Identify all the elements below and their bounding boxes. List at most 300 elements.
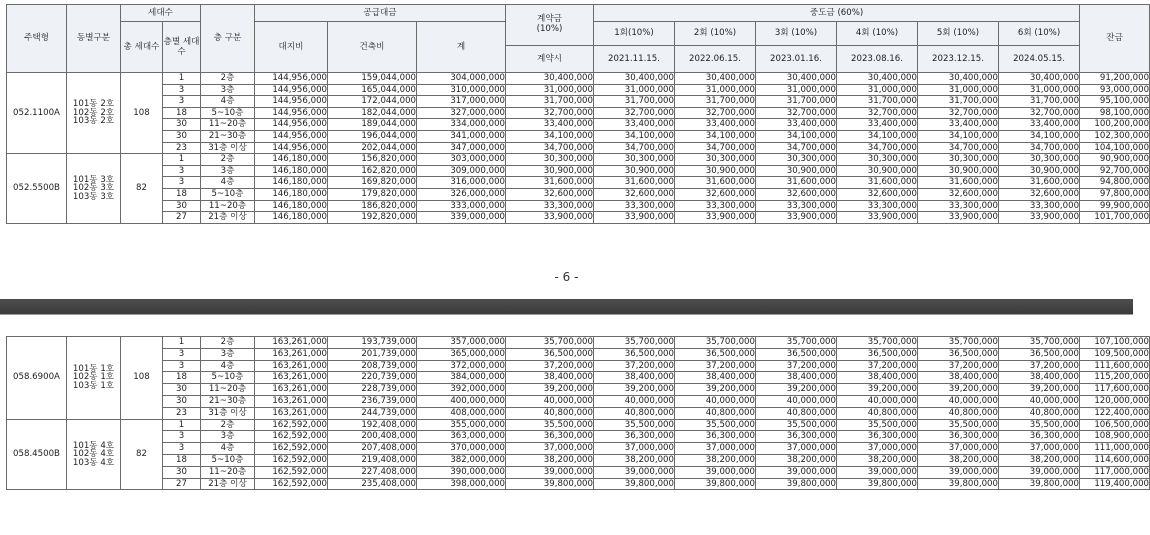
middle-payment-4-cell: 39,200,000 bbox=[837, 384, 918, 396]
middle-payment-2-cell: 30,300,000 bbox=[675, 154, 756, 166]
total-price-cell: 382,000,000 bbox=[417, 454, 506, 466]
middle-payment-5-cell: 33,400,000 bbox=[918, 119, 999, 131]
middle-payment-6-cell: 32,700,000 bbox=[999, 107, 1080, 119]
dong-unit-cell: 101동 4호 102동 4호 103동 4호 bbox=[67, 419, 121, 490]
middle-payment-2-cell: 37,000,000 bbox=[675, 443, 756, 455]
middle-payment-3-cell: 30,400,000 bbox=[756, 73, 837, 85]
total-price-cell: 347,000,000 bbox=[417, 142, 506, 154]
balance-cell: 114,600,000 bbox=[1080, 454, 1150, 466]
floor-group-cell: 4층 bbox=[201, 443, 255, 455]
land-price-cell: 163,261,000 bbox=[255, 337, 328, 349]
contract-deposit-cell: 34,100,000 bbox=[506, 130, 594, 142]
middle-payment-1-cell: 33,900,000 bbox=[594, 212, 675, 224]
total-households-cell: 108 bbox=[121, 73, 163, 154]
middle-payment-3-cell: 37,000,000 bbox=[756, 443, 837, 455]
floor-households-cell: 1 bbox=[163, 419, 201, 431]
contract-deposit-cell: 38,400,000 bbox=[506, 372, 594, 384]
floor-group-cell: 11~20층 bbox=[201, 200, 255, 212]
middle-payment-3-cell: 37,200,000 bbox=[756, 360, 837, 372]
middle-payment-6-cell: 34,700,000 bbox=[999, 142, 1080, 154]
header-house-type: 주택형 bbox=[7, 5, 67, 73]
land-price-cell: 144,956,000 bbox=[255, 107, 328, 119]
middle-payment-3-cell: 31,700,000 bbox=[756, 96, 837, 108]
middle-payment-5-cell: 35,700,000 bbox=[918, 337, 999, 349]
middle-payment-3-cell: 33,400,000 bbox=[756, 119, 837, 131]
middle-payment-4-cell: 33,900,000 bbox=[837, 212, 918, 224]
middle-payment-3-cell: 34,100,000 bbox=[756, 130, 837, 142]
land-price-cell: 146,180,000 bbox=[255, 200, 328, 212]
header-sum: 계 bbox=[417, 22, 506, 73]
building-price-cell: 196,044,000 bbox=[328, 130, 417, 142]
table-row bbox=[7, 84, 1150, 96]
middle-payment-2-cell: 34,700,000 bbox=[675, 142, 756, 154]
middle-payment-4-cell: 30,300,000 bbox=[837, 154, 918, 166]
middle-payment-4-cell: 30,900,000 bbox=[837, 165, 918, 177]
header-land: 대지비 bbox=[255, 22, 328, 73]
middle-payment-2-cell: 33,900,000 bbox=[675, 212, 756, 224]
contract-deposit-cell: 30,900,000 bbox=[506, 165, 594, 177]
balance-cell: 120,000,000 bbox=[1080, 395, 1150, 407]
building-price-cell: 228,739,000 bbox=[328, 384, 417, 396]
middle-payment-6-cell: 30,300,000 bbox=[999, 154, 1080, 166]
balance-cell: 102,300,000 bbox=[1080, 130, 1150, 142]
total-price-cell: 327,000,000 bbox=[417, 107, 506, 119]
total-price-cell: 303,000,000 bbox=[417, 154, 506, 166]
land-price-cell: 144,956,000 bbox=[255, 96, 328, 108]
table-row bbox=[7, 407, 1150, 419]
middle-payment-5-cell: 36,500,000 bbox=[918, 348, 999, 360]
middle-payment-3-cell: 31,600,000 bbox=[756, 177, 837, 189]
building-price-cell: 182,044,000 bbox=[328, 107, 417, 119]
table-row bbox=[7, 165, 1150, 177]
header-installment-2: 2회 (10%) bbox=[675, 22, 756, 46]
header-installment-3: 3회 (10%) bbox=[756, 22, 837, 46]
table-row bbox=[7, 200, 1150, 212]
total-price-cell: 365,000,000 bbox=[417, 348, 506, 360]
middle-payment-4-cell: 33,300,000 bbox=[837, 200, 918, 212]
total-price-cell: 304,000,000 bbox=[417, 73, 506, 85]
middle-payment-6-cell: 31,700,000 bbox=[999, 96, 1080, 108]
floor-households-cell: 18 bbox=[163, 188, 201, 200]
table-row bbox=[7, 431, 1150, 443]
page-separator-line bbox=[0, 314, 1133, 315]
floor-group-cell: 11~20층 bbox=[201, 119, 255, 131]
middle-payment-1-cell: 38,400,000 bbox=[594, 372, 675, 384]
table-row bbox=[7, 130, 1150, 142]
middle-payment-2-cell: 40,800,000 bbox=[675, 407, 756, 419]
middle-payment-1-cell: 39,000,000 bbox=[594, 466, 675, 478]
middle-payment-4-cell: 37,000,000 bbox=[837, 443, 918, 455]
balance-cell: 107,100,000 bbox=[1080, 337, 1150, 349]
middle-payment-3-cell: 39,000,000 bbox=[756, 466, 837, 478]
middle-payment-2-cell: 36,500,000 bbox=[675, 348, 756, 360]
house-type-cell: 052.1100A bbox=[7, 73, 67, 154]
building-price-cell: 244,739,000 bbox=[328, 407, 417, 419]
middle-payment-6-cell: 37,200,000 bbox=[999, 360, 1080, 372]
floor-households-cell: 23 bbox=[163, 407, 201, 419]
header-supply-price: 공급대금 bbox=[255, 5, 506, 22]
table-row bbox=[7, 466, 1150, 478]
middle-payment-3-cell: 33,900,000 bbox=[756, 212, 837, 224]
middle-payment-1-cell: 39,200,000 bbox=[594, 384, 675, 396]
total-price-cell: 390,000,000 bbox=[417, 466, 506, 478]
total-price-cell: 309,000,000 bbox=[417, 165, 506, 177]
middle-payment-4-cell: 32,700,000 bbox=[837, 107, 918, 119]
building-price-cell: 189,044,000 bbox=[328, 119, 417, 131]
contract-deposit-cell: 33,400,000 bbox=[506, 119, 594, 131]
middle-payment-6-cell: 40,800,000 bbox=[999, 407, 1080, 419]
middle-payment-2-cell: 38,200,000 bbox=[675, 454, 756, 466]
floor-group-cell: 2층 bbox=[201, 73, 255, 85]
table-row bbox=[7, 188, 1150, 200]
floor-households-cell: 1 bbox=[163, 73, 201, 85]
middle-payment-6-cell: 30,400,000 bbox=[999, 73, 1080, 85]
middle-payment-1-cell: 40,000,000 bbox=[594, 395, 675, 407]
table-row bbox=[7, 348, 1150, 360]
table-row bbox=[7, 454, 1150, 466]
contract-deposit-cell: 31,600,000 bbox=[506, 177, 594, 189]
middle-payment-4-cell: 40,000,000 bbox=[837, 395, 918, 407]
total-price-cell: 370,000,000 bbox=[417, 443, 506, 455]
middle-payment-2-cell: 33,400,000 bbox=[675, 119, 756, 131]
header-installment-date-4: 2023.08.16. bbox=[837, 46, 918, 73]
middle-payment-1-cell: 37,000,000 bbox=[594, 443, 675, 455]
middle-payment-5-cell: 33,300,000 bbox=[918, 200, 999, 212]
balance-cell: 109,500,000 bbox=[1080, 348, 1150, 360]
middle-payment-2-cell: 39,200,000 bbox=[675, 384, 756, 396]
table-row bbox=[7, 119, 1150, 131]
house-type-cell: 052.5500B bbox=[7, 154, 67, 224]
balance-cell: 111,600,000 bbox=[1080, 360, 1150, 372]
total-price-cell: 310,000,000 bbox=[417, 84, 506, 96]
land-price-cell: 163,261,000 bbox=[255, 395, 328, 407]
middle-payment-6-cell: 38,400,000 bbox=[999, 372, 1080, 384]
middle-payment-4-cell: 33,400,000 bbox=[837, 119, 918, 131]
table-row bbox=[7, 337, 1150, 349]
floor-group-cell: 3층 bbox=[201, 84, 255, 96]
dong-unit-cell: 101동 2호 102동 2호 103동 2호 bbox=[67, 73, 121, 154]
building-price-cell: 236,739,000 bbox=[328, 395, 417, 407]
building-price-cell: 227,408,000 bbox=[328, 466, 417, 478]
middle-payment-1-cell: 34,700,000 bbox=[594, 142, 675, 154]
middle-payment-5-cell: 31,600,000 bbox=[918, 177, 999, 189]
building-price-cell: 219,408,000 bbox=[328, 454, 417, 466]
contract-deposit-cell: 34,700,000 bbox=[506, 142, 594, 154]
building-price-cell: 193,739,000 bbox=[328, 337, 417, 349]
total-price-cell: 341,000,000 bbox=[417, 130, 506, 142]
balance-cell: 95,100,000 bbox=[1080, 96, 1150, 108]
middle-payment-3-cell: 35,700,000 bbox=[756, 337, 837, 349]
middle-payment-3-cell: 30,900,000 bbox=[756, 165, 837, 177]
floor-households-cell: 18 bbox=[163, 107, 201, 119]
middle-payment-5-cell: 36,300,000 bbox=[918, 431, 999, 443]
header-floor-group: 층 구분 bbox=[201, 5, 255, 73]
middle-payment-1-cell: 40,800,000 bbox=[594, 407, 675, 419]
middle-payment-3-cell: 36,500,000 bbox=[756, 348, 837, 360]
balance-cell: 90,900,000 bbox=[1080, 154, 1150, 166]
table-row bbox=[7, 212, 1150, 224]
middle-payment-5-cell: 31,000,000 bbox=[918, 84, 999, 96]
middle-payment-3-cell: 30,300,000 bbox=[756, 154, 837, 166]
contract-deposit-cell: 38,200,000 bbox=[506, 454, 594, 466]
total-price-cell: 355,000,000 bbox=[417, 419, 506, 431]
floor-households-cell: 18 bbox=[163, 454, 201, 466]
contract-deposit-cell: 39,000,000 bbox=[506, 466, 594, 478]
header-installment-date-2: 2022.06.15. bbox=[675, 46, 756, 73]
middle-payment-2-cell: 35,500,000 bbox=[675, 419, 756, 431]
land-price-cell: 146,180,000 bbox=[255, 188, 328, 200]
floor-group-cell: 31층 이상 bbox=[201, 142, 255, 154]
table-row bbox=[7, 142, 1150, 154]
balance-cell: 119,400,000 bbox=[1080, 478, 1150, 490]
middle-payment-4-cell: 35,500,000 bbox=[837, 419, 918, 431]
land-price-cell: 162,592,000 bbox=[255, 466, 328, 478]
floor-households-cell: 30 bbox=[163, 395, 201, 407]
middle-payment-6-cell: 39,200,000 bbox=[999, 384, 1080, 396]
floor-households-cell: 23 bbox=[163, 142, 201, 154]
middle-payment-3-cell: 33,300,000 bbox=[756, 200, 837, 212]
land-price-cell: 162,592,000 bbox=[255, 454, 328, 466]
balance-cell: 117,000,000 bbox=[1080, 466, 1150, 478]
floor-households-cell: 3 bbox=[163, 360, 201, 372]
middle-payment-5-cell: 30,300,000 bbox=[918, 154, 999, 166]
header-installment-1: 1회(10%) bbox=[594, 22, 675, 46]
middle-payment-1-cell: 31,700,000 bbox=[594, 96, 675, 108]
land-price-cell: 163,261,000 bbox=[255, 372, 328, 384]
contract-deposit-cell: 35,700,000 bbox=[506, 337, 594, 349]
table-row bbox=[7, 384, 1150, 396]
land-price-cell: 144,956,000 bbox=[255, 119, 328, 131]
balance-cell: 104,100,000 bbox=[1080, 142, 1150, 154]
balance-cell: 111,000,000 bbox=[1080, 443, 1150, 455]
middle-payment-6-cell: 32,600,000 bbox=[999, 188, 1080, 200]
balance-cell: 115,200,000 bbox=[1080, 372, 1150, 384]
middle-payment-4-cell: 39,800,000 bbox=[837, 478, 918, 490]
floor-households-cell: 30 bbox=[163, 130, 201, 142]
middle-payment-5-cell: 35,500,000 bbox=[918, 419, 999, 431]
floor-group-cell: 4층 bbox=[201, 96, 255, 108]
header-installment-date-3: 2023.01.16. bbox=[756, 46, 837, 73]
middle-payment-5-cell: 33,900,000 bbox=[918, 212, 999, 224]
total-households-cell: 82 bbox=[121, 154, 163, 224]
table-row bbox=[7, 478, 1150, 490]
building-price-cell: 200,408,000 bbox=[328, 431, 417, 443]
table-row bbox=[7, 443, 1150, 455]
middle-payment-6-cell: 34,100,000 bbox=[999, 130, 1080, 142]
middle-payment-4-cell: 36,300,000 bbox=[837, 431, 918, 443]
middle-payment-2-cell: 30,900,000 bbox=[675, 165, 756, 177]
total-price-cell: 326,000,000 bbox=[417, 188, 506, 200]
middle-payment-2-cell: 32,700,000 bbox=[675, 107, 756, 119]
building-price-cell: 192,820,000 bbox=[328, 212, 417, 224]
header-middle-payment: 중도금 (60%) bbox=[594, 5, 1080, 22]
total-price-cell: 372,000,000 bbox=[417, 360, 506, 372]
land-price-cell: 146,180,000 bbox=[255, 212, 328, 224]
floor-households-cell: 18 bbox=[163, 372, 201, 384]
header-total-households: 총 세대수 bbox=[121, 22, 163, 73]
floor-households-cell: 3 bbox=[163, 84, 201, 96]
total-price-cell: 333,000,000 bbox=[417, 200, 506, 212]
middle-payment-4-cell: 36,500,000 bbox=[837, 348, 918, 360]
middle-payment-2-cell: 38,400,000 bbox=[675, 372, 756, 384]
middle-payment-1-cell: 33,400,000 bbox=[594, 119, 675, 131]
building-price-cell: 235,408,000 bbox=[328, 478, 417, 490]
price-table-top bbox=[6, 4, 1150, 224]
contract-deposit-cell: 37,200,000 bbox=[506, 360, 594, 372]
building-price-cell: 179,820,000 bbox=[328, 188, 417, 200]
land-price-cell: 146,180,000 bbox=[255, 165, 328, 177]
balance-cell: 97,800,000 bbox=[1080, 188, 1150, 200]
table-row bbox=[7, 154, 1150, 166]
total-price-cell: 357,000,000 bbox=[417, 337, 506, 349]
middle-payment-2-cell: 35,700,000 bbox=[675, 337, 756, 349]
middle-payment-5-cell: 34,700,000 bbox=[918, 142, 999, 154]
floor-group-cell: 31층 이상 bbox=[201, 407, 255, 419]
middle-payment-6-cell: 37,000,000 bbox=[999, 443, 1080, 455]
contract-deposit-cell: 31,000,000 bbox=[506, 84, 594, 96]
middle-payment-6-cell: 31,600,000 bbox=[999, 177, 1080, 189]
middle-payment-4-cell: 34,100,000 bbox=[837, 130, 918, 142]
middle-payment-1-cell: 33,300,000 bbox=[594, 200, 675, 212]
middle-payment-2-cell: 37,200,000 bbox=[675, 360, 756, 372]
middle-payment-4-cell: 30,400,000 bbox=[837, 73, 918, 85]
middle-payment-4-cell: 31,700,000 bbox=[837, 96, 918, 108]
middle-payment-6-cell: 39,800,000 bbox=[999, 478, 1080, 490]
floor-group-cell: 4층 bbox=[201, 177, 255, 189]
balance-cell: 99,900,000 bbox=[1080, 200, 1150, 212]
floor-households-cell: 3 bbox=[163, 431, 201, 443]
middle-payment-1-cell: 30,400,000 bbox=[594, 73, 675, 85]
middle-payment-2-cell: 30,400,000 bbox=[675, 73, 756, 85]
floor-group-cell: 2층 bbox=[201, 154, 255, 166]
building-price-cell: 169,820,000 bbox=[328, 177, 417, 189]
land-price-cell: 163,261,000 bbox=[255, 407, 328, 419]
middle-payment-2-cell: 31,600,000 bbox=[675, 177, 756, 189]
middle-payment-3-cell: 38,200,000 bbox=[756, 454, 837, 466]
middle-payment-4-cell: 40,800,000 bbox=[837, 407, 918, 419]
middle-payment-6-cell: 39,000,000 bbox=[999, 466, 1080, 478]
page-number: - 6 - bbox=[554, 270, 579, 284]
balance-cell: 94,800,000 bbox=[1080, 177, 1150, 189]
floor-households-cell: 30 bbox=[163, 200, 201, 212]
middle-payment-5-cell: 37,200,000 bbox=[918, 360, 999, 372]
building-price-cell: 165,044,000 bbox=[328, 84, 417, 96]
middle-payment-4-cell: 31,600,000 bbox=[837, 177, 918, 189]
middle-payment-5-cell: 31,700,000 bbox=[918, 96, 999, 108]
middle-payment-6-cell: 36,500,000 bbox=[999, 348, 1080, 360]
table-row bbox=[7, 395, 1150, 407]
floor-group-cell: 21층 이상 bbox=[201, 478, 255, 490]
building-price-cell: 162,820,000 bbox=[328, 165, 417, 177]
table-row bbox=[7, 419, 1150, 431]
middle-payment-6-cell: 36,300,000 bbox=[999, 431, 1080, 443]
total-price-cell: 316,000,000 bbox=[417, 177, 506, 189]
land-price-cell: 162,592,000 bbox=[255, 443, 328, 455]
middle-payment-1-cell: 35,700,000 bbox=[594, 337, 675, 349]
floor-households-cell: 30 bbox=[163, 466, 201, 478]
building-price-cell: 202,044,000 bbox=[328, 142, 417, 154]
building-price-cell: 186,820,000 bbox=[328, 200, 417, 212]
total-price-cell: 339,000,000 bbox=[417, 212, 506, 224]
total-households-cell: 82 bbox=[121, 419, 163, 490]
building-price-cell: 201,739,000 bbox=[328, 348, 417, 360]
contract-deposit-cell: 32,600,000 bbox=[506, 188, 594, 200]
middle-payment-3-cell: 38,400,000 bbox=[756, 372, 837, 384]
middle-payment-1-cell: 30,900,000 bbox=[594, 165, 675, 177]
contract-deposit-cell: 36,500,000 bbox=[506, 348, 594, 360]
floor-households-cell: 1 bbox=[163, 337, 201, 349]
middle-payment-2-cell: 31,700,000 bbox=[675, 96, 756, 108]
balance-cell: 106,500,000 bbox=[1080, 419, 1150, 431]
building-price-cell: 207,408,000 bbox=[328, 443, 417, 455]
land-price-cell: 162,592,000 bbox=[255, 419, 328, 431]
middle-payment-4-cell: 34,700,000 bbox=[837, 142, 918, 154]
header-households: 세대수 bbox=[121, 5, 201, 22]
middle-payment-1-cell: 31,000,000 bbox=[594, 84, 675, 96]
contract-deposit-cell: 31,700,000 bbox=[506, 96, 594, 108]
header-installment-6: 6회 (10%) bbox=[999, 22, 1080, 46]
middle-payment-2-cell: 32,600,000 bbox=[675, 188, 756, 200]
floor-group-cell: 21층 이상 bbox=[201, 212, 255, 224]
land-price-cell: 146,180,000 bbox=[255, 154, 328, 166]
middle-payment-2-cell: 39,000,000 bbox=[675, 466, 756, 478]
house-type-cell: 058.4500B bbox=[7, 419, 67, 490]
land-price-cell: 163,261,000 bbox=[255, 348, 328, 360]
middle-payment-1-cell: 31,600,000 bbox=[594, 177, 675, 189]
floor-group-cell: 5~10층 bbox=[201, 372, 255, 384]
middle-payment-3-cell: 32,700,000 bbox=[756, 107, 837, 119]
middle-payment-6-cell: 33,300,000 bbox=[999, 200, 1080, 212]
middle-payment-2-cell: 33,300,000 bbox=[675, 200, 756, 212]
total-price-cell: 317,000,000 bbox=[417, 96, 506, 108]
middle-payment-2-cell: 31,000,000 bbox=[675, 84, 756, 96]
table-row bbox=[7, 360, 1150, 372]
header-installment-5: 5회 (10%) bbox=[918, 22, 999, 46]
middle-payment-1-cell: 39,800,000 bbox=[594, 478, 675, 490]
land-price-cell: 162,592,000 bbox=[255, 478, 328, 490]
middle-payment-5-cell: 34,100,000 bbox=[918, 130, 999, 142]
contract-deposit-cell: 30,400,000 bbox=[506, 73, 594, 85]
floor-group-cell: 21~30층 bbox=[201, 130, 255, 142]
total-price-cell: 398,000,000 bbox=[417, 478, 506, 490]
contract-deposit-cell: 39,200,000 bbox=[506, 384, 594, 396]
building-price-cell: 220,739,000 bbox=[328, 372, 417, 384]
contract-deposit-cell: 35,500,000 bbox=[506, 419, 594, 431]
total-price-cell: 392,000,000 bbox=[417, 384, 506, 396]
middle-payment-3-cell: 40,000,000 bbox=[756, 395, 837, 407]
price-table-body-bottom bbox=[7, 337, 1150, 490]
floor-group-cell: 4층 bbox=[201, 360, 255, 372]
land-price-cell: 162,592,000 bbox=[255, 431, 328, 443]
middle-payment-1-cell: 36,500,000 bbox=[594, 348, 675, 360]
header-contract-pct: (10%) bbox=[536, 24, 563, 34]
total-price-cell: 400,000,000 bbox=[417, 395, 506, 407]
total-households-cell: 108 bbox=[121, 337, 163, 420]
middle-payment-1-cell: 34,100,000 bbox=[594, 130, 675, 142]
header-installment-date-5: 2023.12.15. bbox=[918, 46, 999, 73]
table-row bbox=[7, 73, 1150, 85]
contract-deposit-cell: 30,300,000 bbox=[506, 154, 594, 166]
contract-deposit-cell: 40,800,000 bbox=[506, 407, 594, 419]
middle-payment-4-cell: 38,200,000 bbox=[837, 454, 918, 466]
middle-payment-6-cell: 30,900,000 bbox=[999, 165, 1080, 177]
floor-group-cell: 11~20층 bbox=[201, 384, 255, 396]
balance-cell: 100,200,000 bbox=[1080, 119, 1150, 131]
land-price-cell: 144,956,000 bbox=[255, 84, 328, 96]
header-installment-date-6: 2024.05.15. bbox=[999, 46, 1080, 73]
middle-payment-3-cell: 35,500,000 bbox=[756, 419, 837, 431]
floor-group-cell: 5~10층 bbox=[201, 107, 255, 119]
